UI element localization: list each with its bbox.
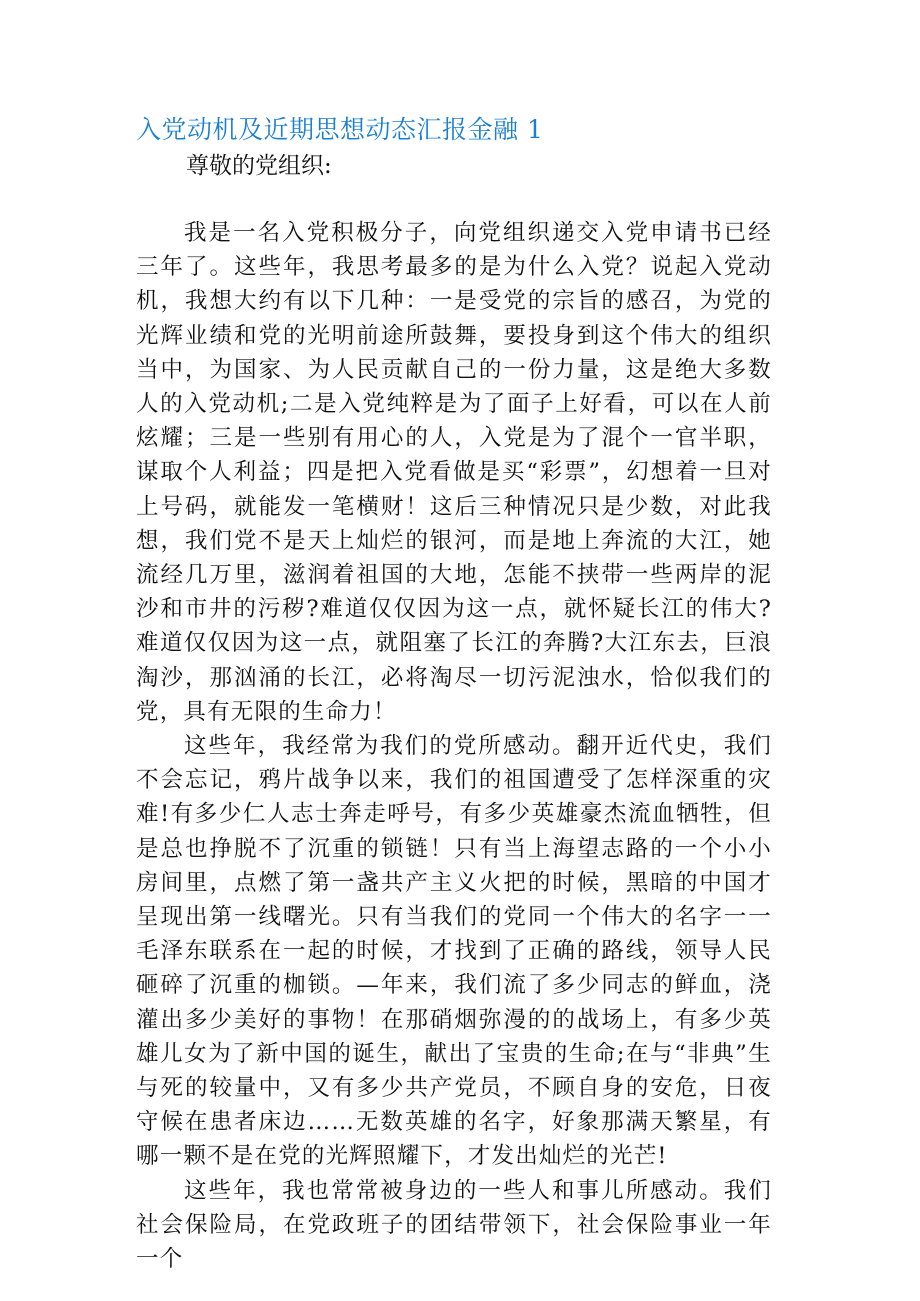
document-body <box>136 112 772 1276</box>
document-title: 入党动机及近期思想动态汇报金融 1 <box>136 115 544 144</box>
paragraph-1: 我是一名入党积极分子，向党组织递交入党申请书已经三年了。这些年，我思考最多的是为什么入党？说起入党动机，我想大约有以下几种：一是受党的宗旨的感召，为党的光辉业绩和党的光明前途所鼓舞，要投身到这个伟大的组织当中，为国家、为人民贡献自己的一份力量，这是绝大多数人的入党动机;二是入党纯粹是为了面子上好看，可以在人前炫耀；三是一些别有用心的人，入党是为了混个一官半职，谋取个人利益；四是把入党看做是买“彩票”，幻想着一旦对上号码，就能发一笔横财！这后三种情况只是少数，对此我想，我们党不是天上灿烂的银河，而是地上奔流的大江，她流经几万里，滋润着祖国的大地，怎能不挟带一些两岸的泥沙和市井的污秽?难道仅仅因为这一点，就怀疑长江的伟大?难道仅仅因为这一点，就阻塞了长江的奔腾?大江东去，巨浪淘沙，那汹涌的长江，必将淘尽一切污泥浊水，恰似我们的党，具有无限的生命力！ <box>136 220 772 725</box>
paragraph-3: 这些年，我也常常被身边的一些人和事儿所感动。我们社会保险局，在党政班子的团结带领下，社会保险事业一年一个 <box>136 1177 772 1273</box>
salutation: 尊敬的党组织: <box>186 153 332 179</box>
paragraph-2: 这些年，我经常为我们的党所感动。翻开近代史，我们不会忘记，鸦片战争以来，我们的祖国遭受了怎样深重的灾难!有多少仁人志士奔走呼号，有多少英雄豪杰流血牺牲，但是总也挣脱不了沉重的锁链！只有当上海望志路的一个小小房间里，点燃了第一盏共产主义火把的时候，黑暗的中国才呈现出第一线曙光。只有当我们的党同一个伟大的名字一一毛泽东联系在一起的时候，才找到了正确的路线，领导人民砸碎了沉重的枷锁。—年来，我们流了多少同志的鲜血，浇灌出多少美好的事物！在那硝烟弥漫的的战场上，有多少英雄儿女为了新中国的诞生，献出了宝贵的生命;在与“非典”生与死的较量中，又有多少共产党员，不顾自身的安危，日夜守候在患者床边……无数英雄的名字，好象那满天繁星，有哪一颗不是在党的光辉照耀下，才发出灿烂的光芒! <box>136 733 772 1170</box>
